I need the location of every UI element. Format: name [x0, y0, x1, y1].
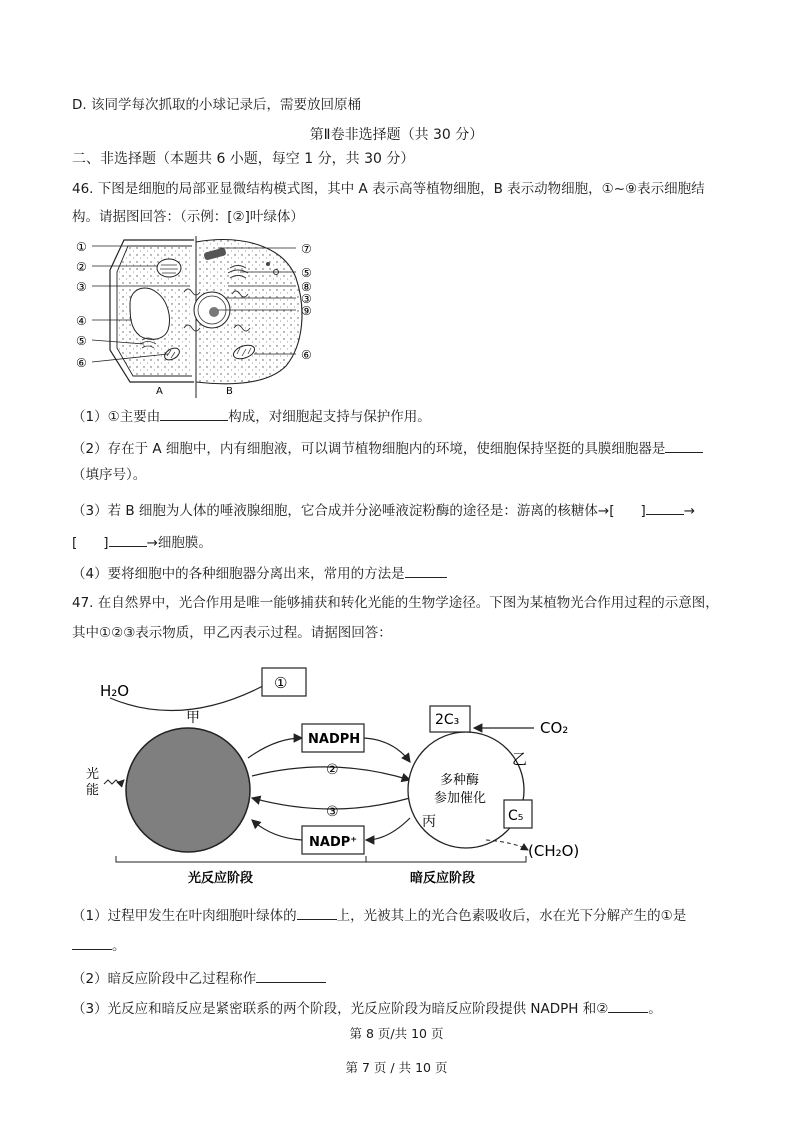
q47-sub1-c: 。: [112, 938, 126, 954]
q47-sub1-b: 上，光被其上的光合色素吸收后，水在光下分解产生的①是: [336, 908, 687, 924]
jia-label: 甲: [186, 710, 200, 726]
enzyme-label-2: 参加催化: [434, 791, 487, 806]
q47-sub3-text: （3）光反应和暗反应是紧密联系的两个阶段，光反应阶段为暗反应阶段提供 NADPH 和②: [72, 1001, 609, 1017]
marker-left-1: ①: [76, 240, 87, 254]
marker-right-5: ⑤: [301, 266, 312, 280]
answer-blank[interactable]: [297, 905, 337, 920]
bing-label: 丙: [422, 814, 436, 830]
num-2-label: ②: [326, 762, 339, 778]
ch2o-label: (CH₂O): [528, 842, 580, 860]
marker-right-9: ⑨: [301, 304, 312, 318]
q47-sub1-line2: [72, 935, 126, 955]
q47-sub3: [72, 998, 662, 1018]
q46-sub3-close: ]: [103, 535, 109, 551]
label-b: B: [226, 386, 233, 397]
marker-left-5: ⑤: [76, 334, 87, 348]
q46-sub2-line2: （填序号）。: [72, 467, 147, 483]
yi-label: 乙: [512, 750, 528, 768]
c3-label: 2C₃: [435, 712, 460, 728]
marker-left-3: ③: [76, 280, 87, 294]
light-label-1: 光: [86, 767, 100, 782]
enzyme-label-1: 多种酶: [440, 773, 480, 788]
calvin-cycle-circle: [408, 732, 524, 848]
label-a: A: [156, 386, 163, 397]
marker-right-6: ⑥: [301, 348, 312, 362]
q47-sub1-line1: [72, 905, 686, 925]
q46-sub3-open: [: [72, 535, 78, 551]
q46-sub3-end: →细胞膜。: [146, 535, 212, 551]
num-3-label: ③: [326, 804, 339, 820]
photosynthesis-diagram: [76, 660, 606, 888]
marker-left-4: ④: [76, 314, 87, 328]
q46-stem-line1: 46. 下图是细胞的局部亚显微结构模式图，其中 A 表示高等植物细胞，B 表示动物细胞，①~⑨表示细胞结: [72, 181, 705, 197]
q46-sub1-a: （1）①主要由: [72, 409, 161, 425]
answer-blank[interactable]: [109, 532, 147, 547]
nadp-label: NADP⁺: [309, 835, 358, 850]
q46-sub3-arrow: →: [683, 503, 696, 519]
q46-sub1: [72, 406, 431, 426]
marker-left-6: ⑥: [76, 356, 87, 370]
q47-sub1-a: （1）过程甲发生在叶肉细胞叶绿体的: [72, 908, 297, 924]
dark-stage-label: 暗反应阶段: [410, 871, 476, 886]
q46-sub2-text: （2）存在于 A 细胞中，内有细胞液，可以调节植物细胞内的环境，使细胞保持坚挺的具膜细胞器是: [72, 441, 666, 457]
q47-sub3-end: 。: [648, 1001, 662, 1017]
q47-stem-line2: 其中①②③表示物质，甲乙丙表示过程。请据图回答：: [72, 625, 392, 641]
section2-heading: 二、非选择题（本题共 6 小题，每空 1 分，共 30 分）: [72, 151, 415, 167]
light-label-2: 能: [86, 783, 100, 798]
nadph-label: NADPH: [308, 732, 361, 747]
footer-overlay-page: 第 8 页/共 10 页: [349, 1026, 444, 1041]
marker-left-2: ②: [76, 260, 87, 274]
cell-structure-figure: [72, 232, 332, 400]
q46-sub4-text: （4）要将细胞中的各种细胞器分离出来，常用的方法是: [72, 566, 405, 582]
q47-sub2: [72, 968, 326, 988]
marker-right-7: ⑦: [301, 242, 312, 256]
q46-sub3-line2: [72, 532, 212, 552]
light-stage-label: 光反应阶段: [188, 871, 254, 886]
part2-title: 第Ⅱ卷非选择题（共 30 分）: [309, 127, 484, 143]
q46-sub3-bracket: ]: [640, 503, 646, 519]
q46-sub2-line1: [72, 438, 703, 458]
answer-blank[interactable]: [608, 998, 648, 1013]
animal-cell-b: [184, 240, 302, 384]
footer-page: 第 7 页 / 共 10 页: [345, 1060, 448, 1075]
thylakoid-circle: [126, 728, 250, 852]
q46-sub1-b: 构成，对细胞起支持与保护作用。: [228, 409, 431, 425]
answer-blank[interactable]: [646, 500, 684, 515]
answer-blank[interactable]: [405, 563, 447, 578]
answer-blank[interactable]: [72, 935, 112, 950]
marker-right-8: ⑧: [301, 280, 312, 294]
co2-label: CO₂: [540, 719, 569, 737]
q45-option-d: D. 该同学每次抓取的小球记录后，需要放回原桶: [72, 97, 361, 113]
q46-sub4: [72, 563, 447, 583]
q47-stem-line1: 47. 在自然界中，光合作用是唯一能够捕获和转化光能的生物学途径。下图为某植物光合作用过程的示意图，: [72, 595, 719, 611]
q47-sub2-text: （2）暗反应阶段中乙过程称作: [72, 971, 257, 987]
box-1-label: ①: [274, 674, 288, 692]
answer-blank[interactable]: [160, 406, 228, 421]
h2o-label: H₂O: [100, 682, 130, 700]
q46-stem-line2: 构。请据图回答：（示例：[②]叶绿体）: [72, 209, 304, 225]
q46-sub3-text: （3）若 B 细胞为人体的唾液腺细胞，它合成并分泌唾液淀粉酶的途径是：游离的核糖体→[: [72, 503, 615, 519]
q46-sub3-line1: [72, 500, 695, 520]
plant-cell-a: [110, 240, 194, 382]
answer-blank[interactable]: [256, 968, 326, 983]
marker-right-3: ③: [301, 292, 312, 306]
c5-label: C₅: [508, 808, 524, 824]
answer-blank[interactable]: [665, 438, 703, 453]
